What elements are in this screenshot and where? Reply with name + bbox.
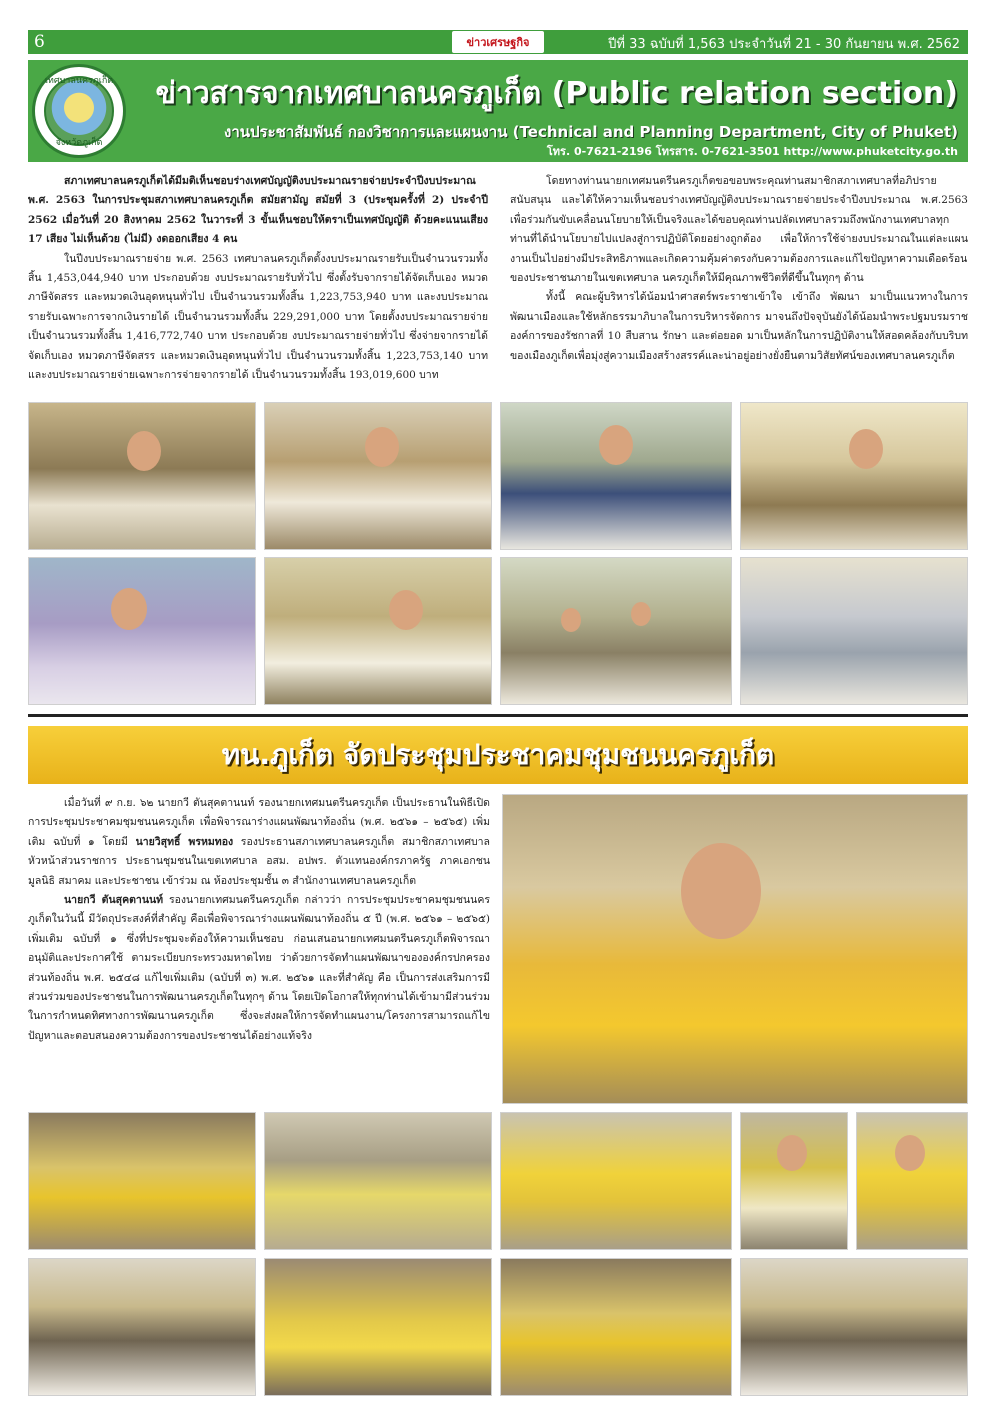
photo-council-member — [500, 402, 732, 550]
article1-lead: สภาเทศบาลนครภูเก็ตได้มีมติเห็นชอบร่างเทศบัญญัติงบประมาณรายจ่ายประจำปีงบประมาณ พ.ศ. 2563 ในการประชุมสภาเทศบาลนครภูเก็ต สมัยสามัญ สมัยที่ 3 (ประชุมครั้งที่ 2) ประจำปี 2562 เมื่อวันที่ 20 สิงหาคม 2562 ในวาระที่ 3 ขั้นเห็นชอบให้ตราเป็นเทศบัญญัติ ด้วยคะแนนเสียง 17 เสียง ไม่เห็นด้วย (ไม่มี) งดออกเสียง 4 คน — [28, 175, 488, 246]
masthead-text: ข่าวเศรษฐกิจ — [466, 36, 530, 49]
article2-paragraph — [28, 891, 490, 1046]
article2-column — [28, 794, 490, 1046]
photo-community-meeting — [500, 1112, 732, 1250]
top-bar — [28, 30, 968, 54]
photo-community-meeting — [264, 1258, 492, 1396]
masthead-logo — [452, 31, 544, 53]
photo-community-meeting — [264, 1112, 492, 1250]
photo-community-meeting — [28, 1112, 256, 1250]
photo-council-member — [264, 557, 492, 705]
photo-council-meeting — [740, 557, 968, 705]
article2-text: รองประธานสภาเทศบาลนครภูเก็ต สมาชิกสภาเทศบาล หัวหน้าส่วนราชการ ประธานชุมชนในเขตเทศบาล อสม. อปพร. ตัวแทนองค์กรภาครัฐ ภาคเอกชน มูลนิธิ สมาคม และประชาชน เข้าร่วม ณ ห้องประชุมชั้น ๓ สำนักงานเทศบาลนครภูเก็ต — [28, 835, 490, 887]
article1-paragraph: โดยทางท่านนายกเทศมนตรีนครภูเก็ตขอขอบพระคุณท่านสมาชิกสภาเทศบาลที่อภิปราย สนับสนุน และได้ให้ความเห็นชอบร่างเทศบัญญัติงบประมาณรายจ่ายประจำปีงบประมาณ พ.ศ.2563 เพื่อร่วมกันขับเคลื่อนนโยบายให้เป็นจริงและได้ขอบคุณท่านปลัดเทศบาลรวมถึงพนักงานเทศบาลทุกท่านที่ได้นำนโยบายไปแปลงสู่การปฏิบัติโดยอย่างถูกต้อง เพื่อให้การใช้จ่ายงบประมาณในแต่ละแผนงานเป็นไปอย่างมีประสิทธิภาพและเกิดความคุ้มค่าตรงกับความต้องการและแก้ไขปัญหาความเดือดร้อนของประชาชนภายในเขตเทศบาล นครภูเก็ตให้มีคุณภาพชีวิตที่ดีขึ้นในทุกๆ ด้าน — [510, 175, 968, 285]
photo-council-member — [740, 402, 968, 550]
section-header — [28, 60, 968, 162]
section-divider — [28, 714, 968, 717]
photo-community-meeting — [28, 1258, 256, 1396]
photo-council-meeting — [500, 557, 732, 705]
article1-paragraph: ทั้งนี้ คณะผู้บริหารได้น้อมนำศาสตร์พระราชาเข้าใจ เข้าถึง พัฒนา มาเป็นแนวทางในการพัฒนาเมืองและใช้หลักธรรมาภิบาลในการบริหารจัดการ มาจนถึงปัจจุบันยังได้น้อมนำพระปฐมบรมราชองค์การของรัชกาลที่ 10 สืบสาน รักษา และต่อยอด มาเป็นหลักในการปฏิบัติงานให้สอดคล้องกับบริบทของเมืองภูเก็ตเพื่อมุ่งสู่ความเมืองสร้างสรรค์และน่าอยู่อย่างยั่งยืนตามวิสัยทัศน์ของเทศบาลนครภูเก็ต — [510, 291, 968, 362]
photo-community-attendee — [856, 1112, 968, 1250]
photo-deputy-mayor-speaking — [502, 794, 968, 1104]
article1-column-right — [510, 172, 968, 366]
photo-community-attendee — [740, 1112, 848, 1250]
issue-info: ปีที่ 33 ฉบับที่ 1,563 ประจำวันที่ 21 - 30 กันยายน พ.ศ. 2562 — [608, 37, 960, 52]
photo-council-member — [28, 557, 256, 705]
article2-text: รองนายกเทศมนตรีนครภูเก็ต กล่าวว่า การประชุมประชาคมชุมชนนครภูเก็ตในวันนี้ มีวัตถุประสงค์ที่สำคัญ คือเพื่อพิจารณาร่างแผนพัฒนาท้องถิ่น ๕ ปี (พ.ศ. ๒๕๖๑ – ๒๕๖๕) เพิ่มเติม ฉบับที่ ๑ ซึ่งที่ประชุมจะต้องให้ความเห็นชอบ ก่อนเสนอนายกเทศมนตรีนครภูเก็ตพิจารณาอนุมัติและประกาศใช้ ตามระเบียบกระทรวงมหาดไทย ว่าด้วยการจัดทำแผนพัฒนาขององค์กรปกครองส่วนท้องถิ่น พ.ศ. ๒๕๔๘ แก้ไขเพิ่มเติม (ฉบับที่ ๓) พ.ศ. ๒๕๖๑ และที่สำคัญ คือ เป็นการส่งเสริมการมีส่วนร่วมของประชาชนในการพัฒนานครภูเก็ตในทุกๆ ด้าน โดยเปิดโอกาสให้ทุกท่านได้เข้ามามีส่วนร่วมในการกำหนดทิศทางการพัฒนานครภูเก็ต ซึ่งจะส่งผลให้การจัดทำแผนงาน/โครงการสามารถแก้ไขปัญหาและตอบสนองความต้องการของประชาชนได้อย่างแท้จริง — [28, 894, 490, 1042]
article1-paragraph: ในปีงบประมาณรายจ่าย พ.ศ. 2563 เทศบาลนครภูเก็ตตั้งงบประมาณรายรับเป็นจำนวนรวมทั้งสิ้น 1,453,044,940 บาท ประกอบด้วย งบประมาณรายรับทั่วไป ซึ่งตั้งรับจากรายได้จัดเก็บเอง หมวดภาษีจัดสรร และหมวดเงินอุดหนุนทั่วไป เป็นจำนวนรวมทั้งสิ้น 1,223,753,940 บาท และงบประมาณรายรับเฉพาะการจากเงินรายได้ เป็นจำนวนรวมทั้งสิ้น 229,291,000 บาท โดยตั้งงบประมาณรายจ่ายเป็นจำนวนรวมทั้งสิ้น 1,416,772,740 บาท ประกอบด้วย งบประมาณรายจ่ายทั่วไป ซึ่งจ่ายจากรายได้จัดเก็บเอง หมวดภาษีจัดสรร และหมวดเงินอุดหนุนทั่วไป เป็นจำนวนรวมทั้งสิ้น 1,223,753,140 บาท และงบประมาณรายจ่ายเฉพาะการจ่ายจากรายได้ เป็นจำนวนรวมทั้งสิ้น 193,019,600 บาท — [28, 252, 488, 382]
article2-paragraph — [28, 794, 490, 891]
page-number: 6 — [34, 32, 45, 52]
contact-line: โทร. 0-7621-2196 โทรสาร. 0-7621-3501 http://www.phuketcity.go.th — [546, 145, 958, 158]
article2-headline: ทน.ภูเก็ต จัดประชุมประชาคมชุมชนนครภูเก็ต — [221, 738, 775, 771]
photo-council-member — [264, 402, 492, 550]
section-title: ข่าวสารจากเทศบาลนครภูเก็ต (Public relation section) — [155, 76, 958, 111]
photo-community-meeting — [500, 1258, 732, 1396]
section-subtitle: งานประชาสัมพันธ์ กองวิชาการและแผนงาน (Technical and Planning Department, City of Phuket) — [224, 123, 958, 141]
article2-text: เมื่อวันที่ ๙ ก.ย. ๖๒ นายกวี ตันสุคตานนท์ รองนายกเทศมนตรีนครภูเก็ต เป็นประธานในพิธีเปิดการประชุมประชาคมชุมชนนครภูเก็ต เพื่อพิจารณาร่างแผนพัฒนาท้องถิ่น (พ.ศ. ๒๕๖๑ – ๒๕๖๕) เพิ่มเติม ฉบับที่ ๑ โดยมี — [28, 797, 490, 848]
city-emblem-icon — [32, 64, 126, 158]
article2-banner — [28, 726, 968, 784]
article2-name: นายกวี ตันสุคตานนท์ — [64, 894, 164, 907]
emblem-top-text: เทศบาลนครภูเก็ต — [44, 76, 114, 86]
photo-council-member — [28, 402, 256, 550]
article2-name: นายวิสุทธิ์ พรหมทอง — [135, 835, 234, 848]
emblem-bottom-text: จังหวัดภูเก็ต — [55, 138, 103, 148]
photo-community-meeting — [740, 1258, 968, 1396]
article1-column-left — [28, 172, 488, 385]
